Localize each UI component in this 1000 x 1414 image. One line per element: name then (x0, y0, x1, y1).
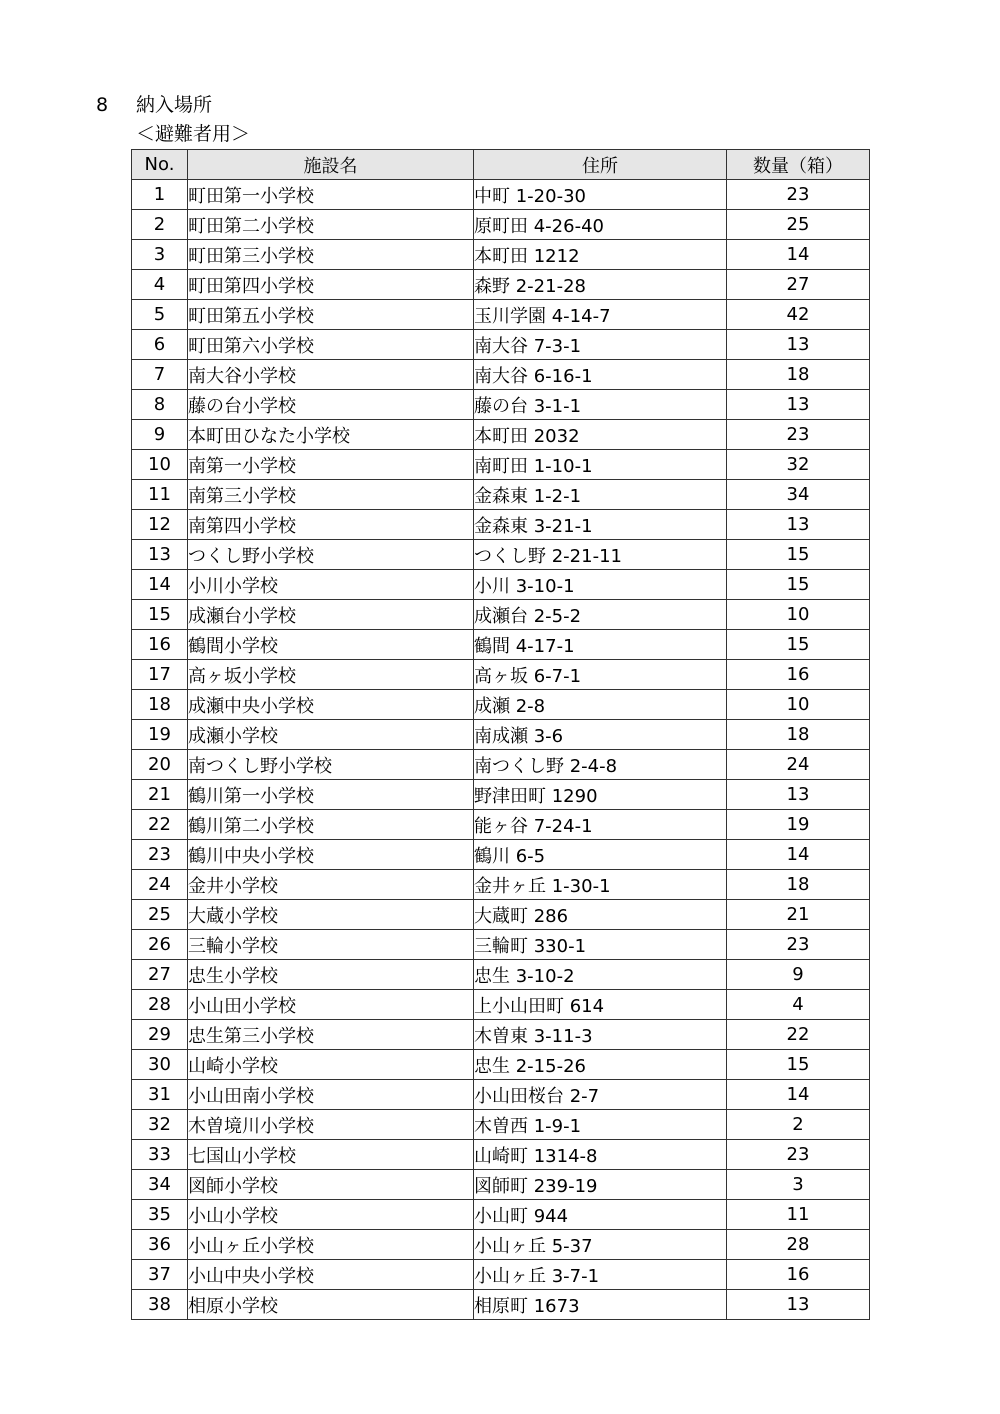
cell-no: 27 (132, 960, 188, 990)
table-row (132, 900, 870, 930)
cell-facility-name: 南大谷小学校 (188, 360, 474, 390)
cell-address: 木曽東 3-11-3 (474, 1020, 727, 1050)
cell-quantity: 13 (727, 780, 870, 810)
cell-quantity: 15 (727, 1050, 870, 1080)
cell-no: 16 (132, 630, 188, 660)
cell-facility-name: 町田第一小学校 (188, 180, 474, 210)
cell-facility-name: 忠生小学校 (188, 960, 474, 990)
cell-address: 中町 1-20-30 (474, 180, 727, 210)
table-row (132, 180, 870, 210)
cell-quantity: 14 (727, 1080, 870, 1110)
cell-no: 29 (132, 1020, 188, 1050)
cell-address: 本町田 2032 (474, 420, 727, 450)
table-row (132, 210, 870, 240)
cell-facility-name: 大蔵小学校 (188, 900, 474, 930)
cell-no: 24 (132, 870, 188, 900)
cell-quantity: 18 (727, 720, 870, 750)
cell-facility-name: 相原小学校 (188, 1290, 474, 1320)
cell-address: 木曽西 1-9-1 (474, 1110, 727, 1140)
cell-address: 金森東 1-2-1 (474, 480, 727, 510)
cell-quantity: 18 (727, 360, 870, 390)
cell-facility-name: 南第三小学校 (188, 480, 474, 510)
cell-address: つくし野 2-21-11 (474, 540, 727, 570)
table-body (132, 180, 870, 1320)
table-row (132, 810, 870, 840)
table-row (132, 750, 870, 780)
cell-no: 34 (132, 1170, 188, 1200)
cell-address: 南大谷 7-3-1 (474, 330, 727, 360)
cell-no: 14 (132, 570, 188, 600)
cell-no: 11 (132, 480, 188, 510)
cell-facility-name: 南第四小学校 (188, 510, 474, 540)
cell-no: 21 (132, 780, 188, 810)
cell-no: 9 (132, 420, 188, 450)
table-row (132, 240, 870, 270)
table-row (132, 480, 870, 510)
table-row (132, 1110, 870, 1140)
table-row (132, 1050, 870, 1080)
table-row (132, 270, 870, 300)
cell-address: 小川 3-10-1 (474, 570, 727, 600)
cell-quantity: 15 (727, 540, 870, 570)
table-row (132, 330, 870, 360)
cell-facility-name: 忠生第三小学校 (188, 1020, 474, 1050)
cell-quantity: 14 (727, 240, 870, 270)
cell-facility-name: 小山中央小学校 (188, 1260, 474, 1290)
cell-quantity: 42 (727, 300, 870, 330)
table-row (132, 300, 870, 330)
cell-quantity: 3 (727, 1170, 870, 1200)
cell-quantity: 10 (727, 690, 870, 720)
table-row (132, 690, 870, 720)
cell-address: 金森東 3-21-1 (474, 510, 727, 540)
cell-address: 小山田桜台 2-7 (474, 1080, 727, 1110)
table-row (132, 960, 870, 990)
cell-quantity: 13 (727, 390, 870, 420)
table-row (132, 1200, 870, 1230)
cell-facility-name: 南つくし野小学校 (188, 750, 474, 780)
cell-quantity: 14 (727, 840, 870, 870)
delivery-locations-table (131, 149, 870, 1320)
cell-facility-name: 小山小学校 (188, 1200, 474, 1230)
table-row (132, 990, 870, 1020)
cell-quantity: 2 (727, 1110, 870, 1140)
cell-quantity: 16 (727, 660, 870, 690)
cell-facility-name: 成瀬中央小学校 (188, 690, 474, 720)
cell-facility-name: 町田第二小学校 (188, 210, 474, 240)
cell-facility-name: 小山田南小学校 (188, 1080, 474, 1110)
table-row (132, 600, 870, 630)
cell-no: 35 (132, 1200, 188, 1230)
cell-facility-name: 七国山小学校 (188, 1140, 474, 1170)
cell-no: 6 (132, 330, 188, 360)
cell-quantity: 24 (727, 750, 870, 780)
cell-quantity: 4 (727, 990, 870, 1020)
cell-facility-name: 三輪小学校 (188, 930, 474, 960)
cell-no: 5 (132, 300, 188, 330)
table-row (132, 870, 870, 900)
table-row (132, 420, 870, 450)
cell-facility-name: 鶴川第一小学校 (188, 780, 474, 810)
cell-quantity: 19 (727, 810, 870, 840)
cell-address: 野津田町 1290 (474, 780, 727, 810)
cell-quantity: 11 (727, 1200, 870, 1230)
section-heading (96, 92, 212, 118)
cell-no: 30 (132, 1050, 188, 1080)
cell-facility-name: 小山田小学校 (188, 990, 474, 1020)
cell-quantity: 10 (727, 600, 870, 630)
column-header-facility-name: 施設名 (188, 150, 474, 180)
cell-facility-name: 鶴間小学校 (188, 630, 474, 660)
cell-no: 28 (132, 990, 188, 1020)
cell-address: 三輪町 330-1 (474, 930, 727, 960)
cell-quantity: 15 (727, 570, 870, 600)
cell-address: 相原町 1673 (474, 1290, 727, 1320)
cell-address: 小山ヶ丘 3-7-1 (474, 1260, 727, 1290)
cell-quantity: 25 (727, 210, 870, 240)
cell-facility-name: 町田第六小学校 (188, 330, 474, 360)
cell-quantity: 23 (727, 180, 870, 210)
cell-no: 31 (132, 1080, 188, 1110)
cell-no: 3 (132, 240, 188, 270)
cell-facility-name: 金井小学校 (188, 870, 474, 900)
cell-no: 15 (132, 600, 188, 630)
cell-facility-name: 成瀬小学校 (188, 720, 474, 750)
table-row (132, 450, 870, 480)
cell-quantity: 13 (727, 330, 870, 360)
column-header-no: No. (132, 150, 188, 180)
cell-quantity: 28 (727, 1230, 870, 1260)
table-row (132, 930, 870, 960)
cell-facility-name: 高ヶ坂小学校 (188, 660, 474, 690)
cell-address: 鶴間 4-17-1 (474, 630, 727, 660)
cell-address: 小山町 944 (474, 1200, 727, 1230)
cell-no: 32 (132, 1110, 188, 1140)
cell-facility-name: 図師小学校 (188, 1170, 474, 1200)
cell-address: 大蔵町 286 (474, 900, 727, 930)
cell-address: 高ヶ坂 6-7-1 (474, 660, 727, 690)
cell-address: 藤の台 3-1-1 (474, 390, 727, 420)
cell-no: 18 (132, 690, 188, 720)
cell-facility-name: 山崎小学校 (188, 1050, 474, 1080)
cell-quantity: 23 (727, 930, 870, 960)
cell-no: 25 (132, 900, 188, 930)
cell-facility-name: 町田第四小学校 (188, 270, 474, 300)
cell-quantity: 34 (727, 480, 870, 510)
cell-address: 成瀬 2-8 (474, 690, 727, 720)
cell-quantity: 13 (727, 1290, 870, 1320)
cell-address: 南つくし野 2-4-8 (474, 750, 727, 780)
cell-address: 成瀬台 2-5-2 (474, 600, 727, 630)
cell-facility-name: 小川小学校 (188, 570, 474, 600)
cell-no: 17 (132, 660, 188, 690)
cell-address: 鶴川 6-5 (474, 840, 727, 870)
table-row (132, 390, 870, 420)
section-title: 納入場所 (136, 94, 213, 116)
cell-facility-name: 南第一小学校 (188, 450, 474, 480)
column-header-address: 住所 (474, 150, 727, 180)
cell-facility-name: 鶴川中央小学校 (188, 840, 474, 870)
cell-no: 36 (132, 1230, 188, 1260)
column-header-quantity: 数量（箱） (727, 150, 870, 180)
cell-no: 20 (132, 750, 188, 780)
cell-quantity: 15 (727, 630, 870, 660)
table-row (132, 1020, 870, 1050)
cell-quantity: 21 (727, 900, 870, 930)
table-row (132, 1260, 870, 1290)
table-row (132, 720, 870, 750)
cell-address: 金井ヶ丘 1-30-1 (474, 870, 727, 900)
cell-quantity: 23 (727, 1140, 870, 1170)
cell-no: 38 (132, 1290, 188, 1320)
cell-no: 13 (132, 540, 188, 570)
table-row (132, 360, 870, 390)
cell-no: 2 (132, 210, 188, 240)
cell-facility-name: 木曽境川小学校 (188, 1110, 474, 1140)
cell-address: 本町田 1212 (474, 240, 727, 270)
cell-no: 23 (132, 840, 188, 870)
cell-no: 7 (132, 360, 188, 390)
table-row (132, 570, 870, 600)
table-row (132, 1230, 870, 1260)
table-row (132, 1170, 870, 1200)
cell-no: 22 (132, 810, 188, 840)
cell-no: 8 (132, 390, 188, 420)
cell-quantity: 18 (727, 870, 870, 900)
cell-address: 能ヶ谷 7-24-1 (474, 810, 727, 840)
table-row (132, 780, 870, 810)
cell-address: 山崎町 1314-8 (474, 1140, 727, 1170)
table-header-row (132, 150, 870, 180)
cell-address: 森野 2-21-28 (474, 270, 727, 300)
cell-address: 上小山田町 614 (474, 990, 727, 1020)
cell-address: 図師町 239-19 (474, 1170, 727, 1200)
cell-quantity: 32 (727, 450, 870, 480)
table-row (132, 540, 870, 570)
table-row (132, 630, 870, 660)
cell-no: 1 (132, 180, 188, 210)
table-row (132, 660, 870, 690)
cell-facility-name: 本町田ひなた小学校 (188, 420, 474, 450)
cell-address: 南町田 1-10-1 (474, 450, 727, 480)
cell-quantity: 22 (727, 1020, 870, 1050)
cell-quantity: 13 (727, 510, 870, 540)
cell-no: 26 (132, 930, 188, 960)
cell-facility-name: 町田第五小学校 (188, 300, 474, 330)
table-row (132, 1080, 870, 1110)
cell-no: 19 (132, 720, 188, 750)
table-row (132, 510, 870, 540)
table-row (132, 1140, 870, 1170)
cell-quantity: 27 (727, 270, 870, 300)
cell-address: 玉川学園 4-14-7 (474, 300, 727, 330)
cell-address: 南大谷 6-16-1 (474, 360, 727, 390)
cell-no: 37 (132, 1260, 188, 1290)
table-row (132, 1290, 870, 1320)
cell-address: 忠生 3-10-2 (474, 960, 727, 990)
section-number: 8 (96, 94, 109, 116)
cell-address: 原町田 4-26-40 (474, 210, 727, 240)
cell-facility-name: 鶴川第二小学校 (188, 810, 474, 840)
cell-no: 4 (132, 270, 188, 300)
cell-no: 12 (132, 510, 188, 540)
cell-no: 33 (132, 1140, 188, 1170)
cell-facility-name: つくし野小学校 (188, 540, 474, 570)
cell-quantity: 23 (727, 420, 870, 450)
cell-address: 忠生 2-15-26 (474, 1050, 727, 1080)
cell-quantity: 9 (727, 960, 870, 990)
cell-address: 小山ヶ丘 5-37 (474, 1230, 727, 1260)
table-row (132, 840, 870, 870)
subtitle: ＜避難者用＞ (136, 123, 251, 145)
cell-facility-name: 成瀬台小学校 (188, 600, 474, 630)
cell-facility-name: 小山ヶ丘小学校 (188, 1230, 474, 1260)
cell-quantity: 16 (727, 1260, 870, 1290)
cell-no: 10 (132, 450, 188, 480)
cell-facility-name: 町田第三小学校 (188, 240, 474, 270)
cell-facility-name: 藤の台小学校 (188, 390, 474, 420)
cell-address: 南成瀬 3-6 (474, 720, 727, 750)
